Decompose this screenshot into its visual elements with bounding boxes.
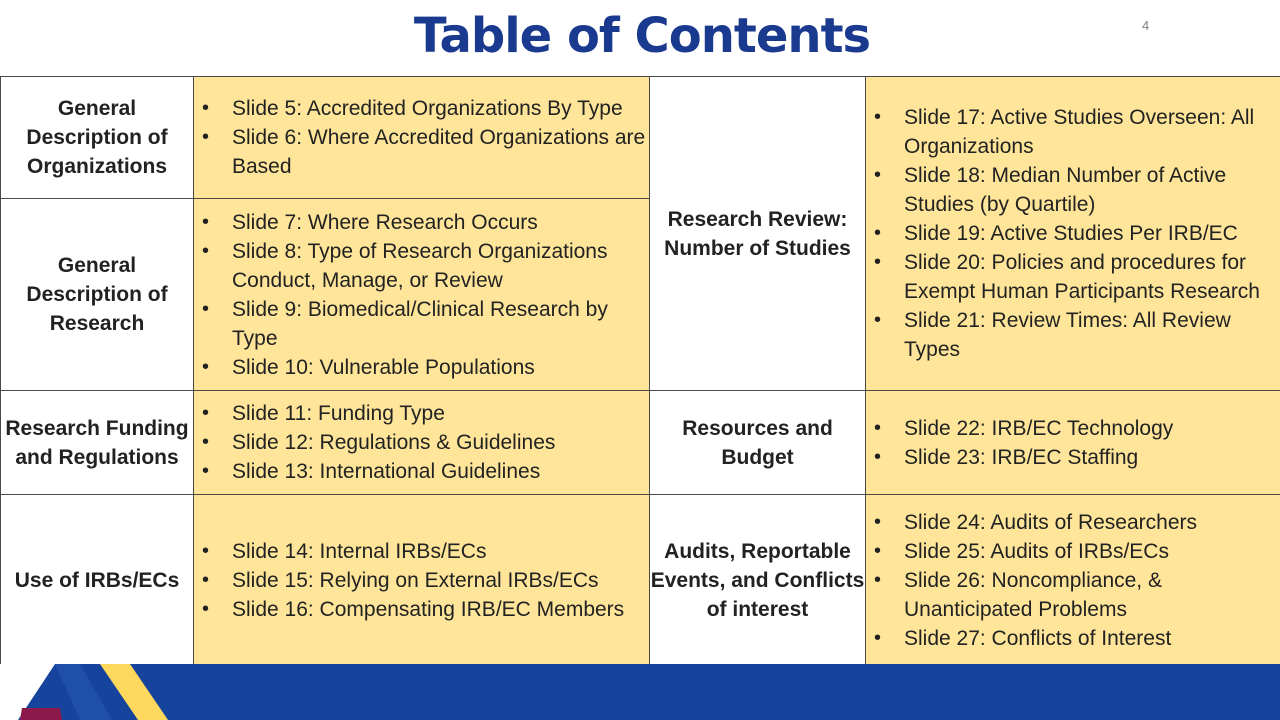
section-label-funding: Research Funding and Regulations (1, 391, 194, 495)
section-label-audits: Audits, Reportable Events, and Conflicts of interest (650, 495, 866, 666)
section-items-organizations (194, 77, 650, 199)
section-items-use-of-irbs (194, 495, 650, 666)
slide-title: Table of Contents (413, 8, 871, 64)
page-number: 4 (1142, 18, 1150, 33)
toc-entry: • Slide 9: Biomedical/Clinical Research by Type (232, 295, 649, 353)
toc-entry: • Slide 15: Relying on External IRBs/ECs (232, 566, 649, 595)
section-items-funding (194, 391, 650, 495)
toc-entry: • Slide 5: Accredited Organizations By Type (232, 94, 649, 123)
toc-entry: • Slide 11: Funding Type (232, 399, 649, 428)
footer-banner (0, 664, 1280, 720)
toc-entry: • Slide 8: Type of Research Organizations Conduct, Manage, or Review (232, 237, 649, 295)
footer-stripe-maroon (20, 708, 62, 720)
section-items-research (194, 199, 650, 391)
toc-entry: • Slide 20: Policies and procedures for Exempt Human Participants Research (904, 248, 1280, 306)
toc-entry: • Slide 21: Review Times: All Review Types (904, 306, 1280, 364)
toc-entry: • Slide 24: Audits of Researchers (904, 508, 1280, 537)
section-label-use-of-irbs: Use of IRBs/ECs (1, 495, 194, 666)
footer-blue-band (0, 664, 1280, 720)
toc-entry: • Slide 6: Where Accredited Organizations are Based (232, 123, 649, 181)
toc-entry: • Slide 18: Median Number of Active Studies (by Quartile) (904, 161, 1280, 219)
toc-entry: • Slide 19: Active Studies Per IRB/EC (904, 219, 1280, 248)
toc-entry: • Slide 7: Where Research Occurs (232, 208, 649, 237)
toc-entry: • Slide 10: Vulnerable Populations (232, 353, 649, 382)
toc-entry: • Slide 22: IRB/EC Technology (904, 414, 1280, 443)
section-items-resources (866, 391, 1280, 495)
toc-entry: • Slide 12: Regulations & Guidelines (232, 428, 649, 457)
section-items-research-review (866, 77, 1280, 391)
toc-entry: • Slide 26: Noncompliance, & Unanticipated Problems (904, 566, 1280, 624)
toc-entry: • Slide 13: International Guidelines (232, 457, 649, 486)
toc-entry: • Slide 16: Compensating IRB/EC Members (232, 595, 649, 624)
toc-entry: • Slide 27: Conflicts of Interest (904, 624, 1280, 653)
toc-entry: • Slide 25: Audits of IRBs/ECs (904, 537, 1280, 566)
toc-entry: • Slide 17: Active Studies Overseen: All Organizations (904, 103, 1280, 161)
section-label-resources: Resources and Budget (650, 391, 866, 495)
toc-table (0, 76, 1280, 666)
section-label-organizations: General Description of Organizations (1, 77, 194, 199)
section-items-audits (866, 495, 1280, 666)
toc-entry: • Slide 23: IRB/EC Staffing (904, 443, 1280, 472)
section-label-research-review: Research Review: Number of Studies (650, 77, 866, 391)
section-label-research: General Description of Research (1, 199, 194, 391)
toc-entry: • Slide 14: Internal IRBs/ECs (232, 537, 649, 566)
